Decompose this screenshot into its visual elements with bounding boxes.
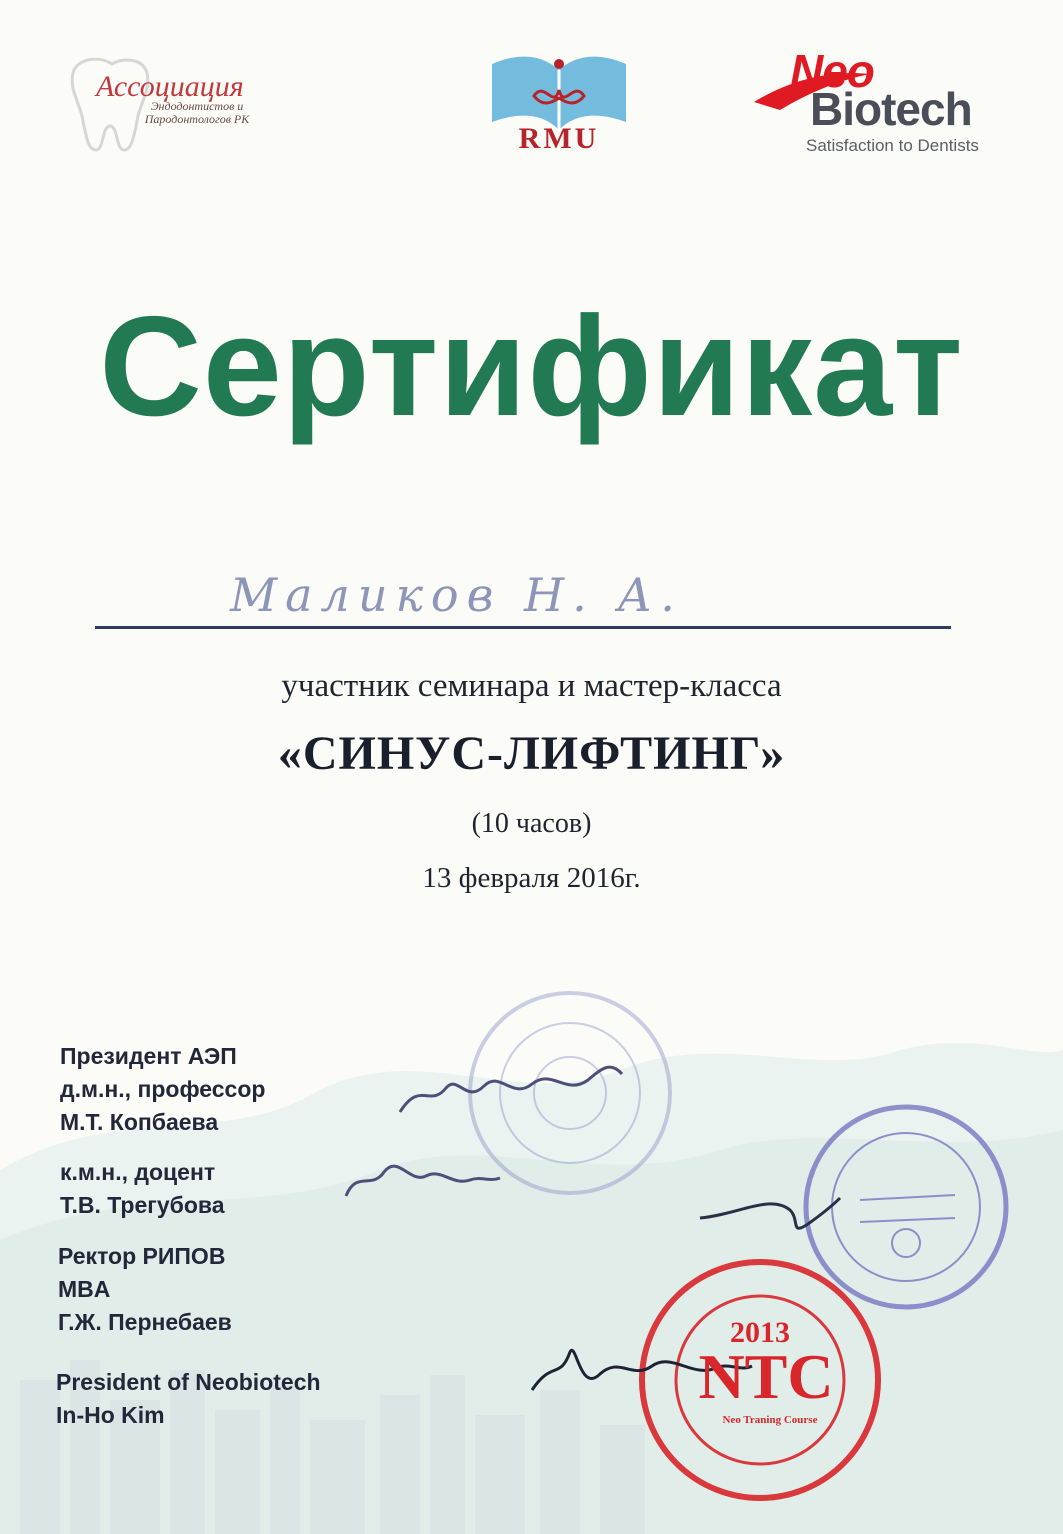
course-title: «СИНУС-ЛИФТИНГ» xyxy=(277,727,786,780)
association-subtitle: Эндодонтистов и Пародонтологов РК xyxy=(144,99,250,126)
signatory-line: М.Т. Копбаева xyxy=(60,1109,219,1135)
signatory-kopbaeva xyxy=(60,1040,265,1139)
neobiotech-biotech-text: Biotech xyxy=(810,83,972,135)
course-date: 13 февраля 2016г. xyxy=(422,862,641,894)
signatory-line: д.м.н., профессор xyxy=(60,1076,266,1102)
signatory-line: Т.В. Трегубова xyxy=(60,1192,225,1218)
ntc-stamp-subtitle: Neo Traning Course xyxy=(722,1414,818,1426)
certificate-title: Сертификат xyxy=(99,287,964,446)
signatory-pernebaev xyxy=(58,1240,232,1339)
signatory-line: President of Neobiotech xyxy=(56,1369,321,1395)
signatory-kim xyxy=(56,1366,321,1432)
signatory-line: Ректор РИПОВ xyxy=(58,1243,226,1269)
signatory-line: In-Ho Kim xyxy=(56,1402,165,1428)
course-duration: (10 часов) xyxy=(471,808,592,839)
neobiotech-neo-text: Neo xyxy=(790,45,874,97)
signatory-tregubova xyxy=(60,1156,225,1222)
association-title: Ассоциация xyxy=(96,70,244,103)
signatory-line: Г.Ж. Пернебаев xyxy=(58,1309,232,1335)
recipient-name: Маликов Н. А. xyxy=(230,568,683,622)
signatory-line: к.м.н., доцент xyxy=(60,1159,216,1185)
signatory-line: MBA xyxy=(58,1276,111,1302)
ntc-stamp-year: 2013 xyxy=(730,1316,790,1349)
signatory-line: Президент АЭП xyxy=(60,1043,237,1069)
rmu-label: RMU xyxy=(518,122,600,155)
name-underline xyxy=(95,626,951,629)
neobiotech-tagline: Satisfaction to Dentists xyxy=(806,136,979,155)
ntc-stamp-label: NTC xyxy=(698,1341,834,1412)
participant-role: участник семинара и мастер-класса xyxy=(281,668,782,704)
